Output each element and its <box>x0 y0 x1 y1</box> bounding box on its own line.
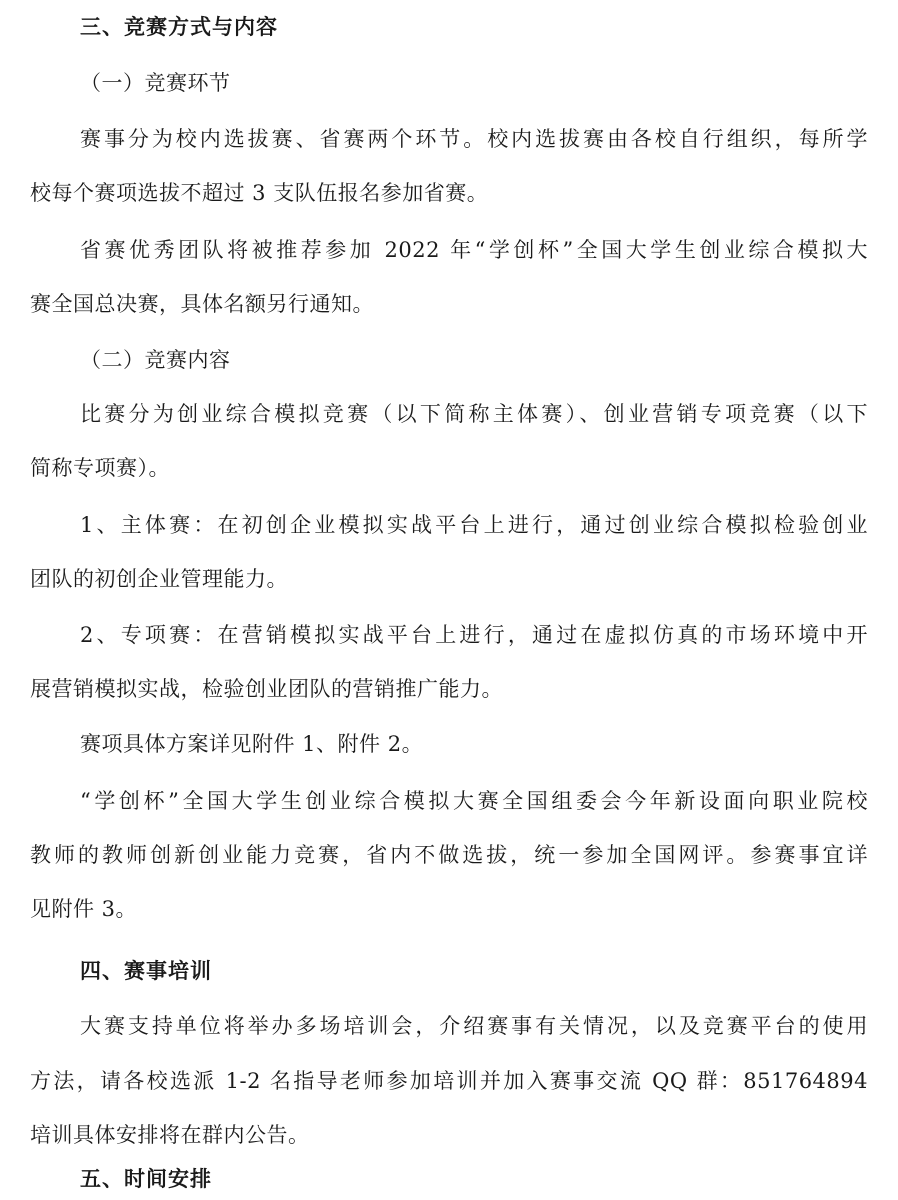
list-item-line: 团队的初创企业管理能力。 <box>30 567 288 591</box>
list-item-line: 展营销模拟实战，检验创业团队的营销推广能力。 <box>30 677 503 701</box>
paragraph-line: 赛全国总决赛，具体名额另行通知。 <box>30 292 374 316</box>
paragraph-line: 培训具体安排将在群内公告。 <box>30 1123 310 1147</box>
paragraph-line: 校每个赛项选拔不超过 3 支队伍报名参加省赛。 <box>30 181 489 205</box>
section-3-heading: 三、竞赛方式与内容 <box>80 15 278 39</box>
paragraph-line: 比赛分为创业综合模拟竞赛（以下简称主体赛）、创业营销专项竞赛（以下 <box>80 402 868 426</box>
subsection-2-heading: （二）竞赛内容 <box>80 348 231 372</box>
paragraph-line: 教师的教师创新创业能力竞赛，省内不做选拔，统一参加全国网评。参赛事宜详 <box>30 843 868 867</box>
paragraph-line: 简称专项赛）。 <box>30 456 170 480</box>
section-4-heading: 四、赛事培训 <box>80 959 212 983</box>
paragraph-line: 见附件 3。 <box>30 897 138 921</box>
list-item-line: 1、主体赛：在初创企业模拟实战平台上进行，通过创业综合模拟检验创业 <box>80 513 868 537</box>
section-5-heading: 五、时间安排 <box>80 1167 212 1191</box>
paragraph-line: 省赛优秀团队将被推荐参加 2022 年“学创杯”全国大学生创业综合模拟大 <box>80 238 868 262</box>
paragraph-line: 方法，请各校选派 1-2 名指导老师参加培训并加入赛事交流 QQ 群：851764894 <box>30 1069 868 1093</box>
paragraph-line: “学创杯”全国大学生创业综合模拟大赛全国组委会今年新设面向职业院校 <box>80 789 868 813</box>
subsection-1-heading: （一）竞赛环节 <box>80 71 231 95</box>
attachment-note: 赛项具体方案详见附件 1、附件 2。 <box>80 732 424 756</box>
paragraph-line: 大赛支持单位将举办多场培训会，介绍赛事有关情况，以及竞赛平台的使用 <box>80 1014 868 1038</box>
list-item-line: 2、专项赛：在营销模拟实战平台上进行，通过在虚拟仿真的市场环境中开 <box>80 623 868 647</box>
paragraph-line: 赛事分为校内选拔赛、省赛两个环节。校内选拔赛由各校自行组织，每所学 <box>80 127 868 151</box>
